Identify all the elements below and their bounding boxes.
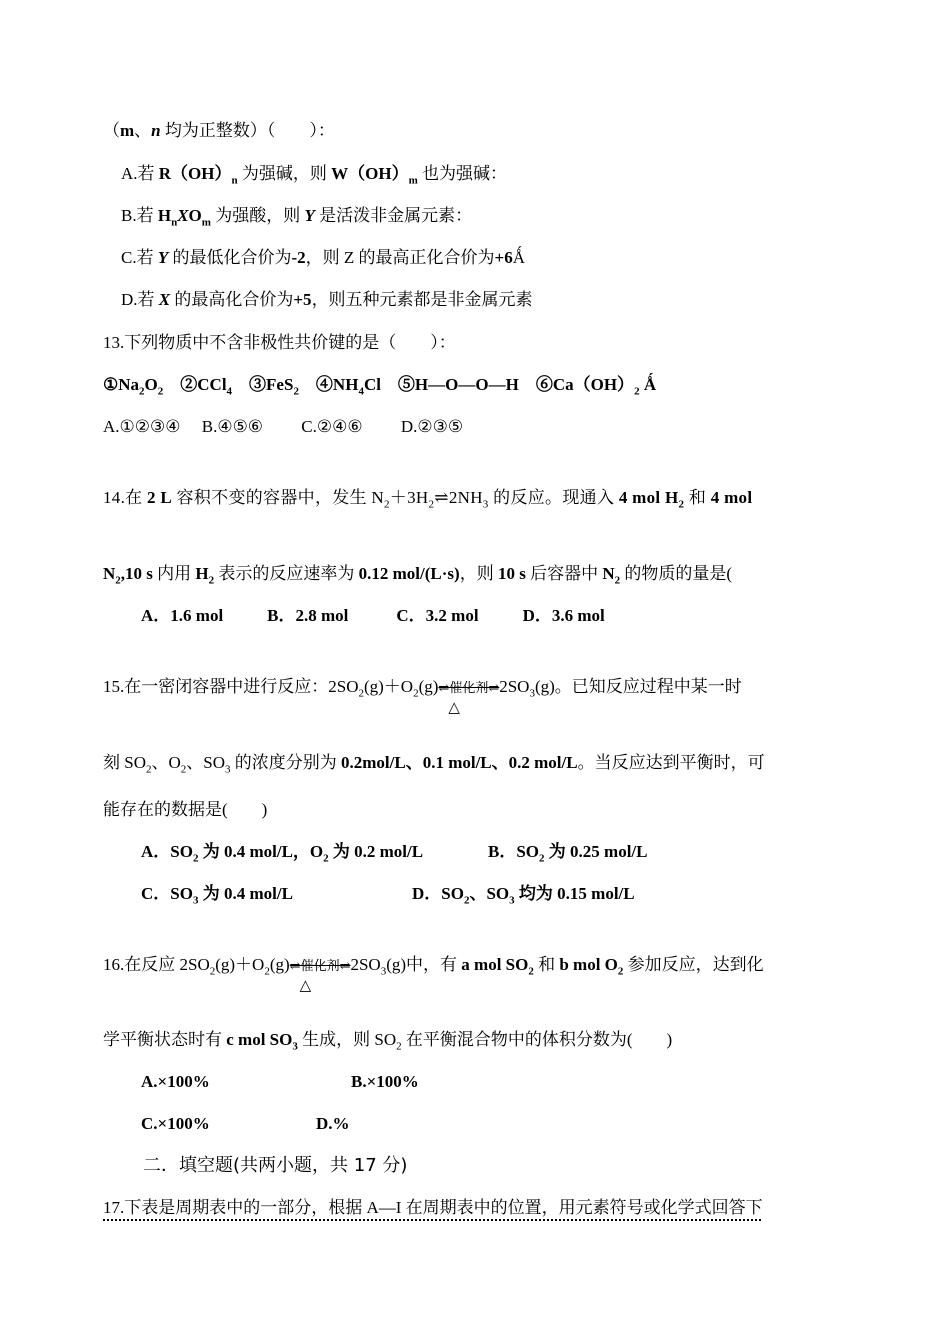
q15-line1: 15.在一密闭容器中进行反应：$2SO_2(g)+O_2(g)\rightleftharpoons$催化剂⇌ △ $2SO_3(g)$。已知反应过程中某一时 xyxy=(103,677,742,716)
q14-option-c: C．3.2 mol xyxy=(396,606,479,625)
q16-option-b: B.×100% xyxy=(351,1072,419,1091)
q13-stem: 13.下列物质中不含非极性共价键的是（ ）： xyxy=(103,333,456,352)
q13-options: A.①②③④ B.④⑤⑥ C.②④⑥ D.②③⑤ xyxy=(103,417,464,436)
heat-symbol: △ xyxy=(299,978,312,994)
q17-line1: 17.下表是周期表中的一部分，根据 A—I 在周期表中的位置，用元素符号或化学式回答下 xyxy=(103,1198,763,1217)
q14-option-a: A．1.6 mol xyxy=(141,606,224,625)
q14-option-d: D．3.6 mol xyxy=(522,606,605,625)
q16-option-d: D.% xyxy=(316,1114,350,1133)
q12-option-c: C.若 Y 的最低化合价为-2，则 Z 的最高正化合价为+6Ǻ xyxy=(121,248,526,267)
catalyst-arrow: ⇌催化剂⇌ △ xyxy=(289,958,351,994)
q15-line3: 能存在的数据是( ) xyxy=(103,800,268,819)
q15-option-b: B．$SO_2$ 为 0.25 mol/L xyxy=(488,842,648,865)
q15-option-d: D．$SO_2$、$SO_3$ 均为 0.15 mol/L xyxy=(412,884,635,907)
q14-line2: $N_2,10$ s 内用 $H_2$ 表示的反应速率为 0.12 mol/(L·s)，则 10 s 后容器中 $N_2$ 的物质的量是( xyxy=(103,564,733,587)
q12-option-d: D.若 X 的最高化合价为+5，则五种元素都是非金属元素 xyxy=(121,290,533,309)
catalyst-arrow: ⇌催化剂⇌ △ xyxy=(438,680,500,716)
heat-symbol: △ xyxy=(448,700,460,716)
q15-line2: 刻 $SO_2$、$O_2$、$SO_3$ 的浓度分别为 0.2mol/L、0.1 mol/L、0.2 mol/L。当反应达到平衡时，可 xyxy=(103,753,765,776)
q13-items: $①Na_2O_2$ ②CCl$_4$ ③FeS$_2$ $④NH_4Cl$ ⑤H—O—O—H $⑥Ca(OH)_2$ Ǻ xyxy=(103,375,657,398)
q16-line2: 学平衡状态时有 c mol $SO_3$ 生成，则 $SO_2$ 在平衡混合物中的体积分数为( ) xyxy=(103,1030,673,1053)
q14-line1: 14.在 2 L 容积不变的容器中，发生 $N_2+3H_2\rightleftharpoons 2NH_3$ 的反应。现通入 4 mol $H_2$ 和 4 mol xyxy=(103,488,753,511)
section-title: 二．填空题(共两小题，共 17 分) xyxy=(143,1155,408,1176)
q14-option-b: B．2.8 mol xyxy=(267,606,349,625)
q15-option-c: C．$SO_3$ 为 0.4 mol/L xyxy=(141,884,293,907)
q12-option-b: B.若 $H_nXO_m$ 为强酸，则 Y 是活泼非金属元素： xyxy=(121,206,473,229)
q16-option-c: C.×100% xyxy=(141,1114,210,1133)
q12-option-a: A.若 $R(OH)_n$ 为强碱，则 $W(OH)_m$ 也为强碱： xyxy=(121,164,508,187)
q14-options xyxy=(141,607,605,624)
q16-option-a: A.×100% xyxy=(141,1072,210,1091)
q16-line1: 16.在反应 $2SO_2(g)+O_2(g)\rightleftharpoons$催化剂⇌ △ $2SO_3(g)$中，有 a mol $SO_2$ 和 b mol $O_2$ 参加反应，达到化 xyxy=(103,955,764,994)
q15-option-a: A．$SO_2$ 为 0.4 mol/L，$O_2$ 为 0.2 mol/L xyxy=(141,842,424,865)
q12-stem-tail: （m、n 均为正整数）（ ）： xyxy=(103,121,335,140)
